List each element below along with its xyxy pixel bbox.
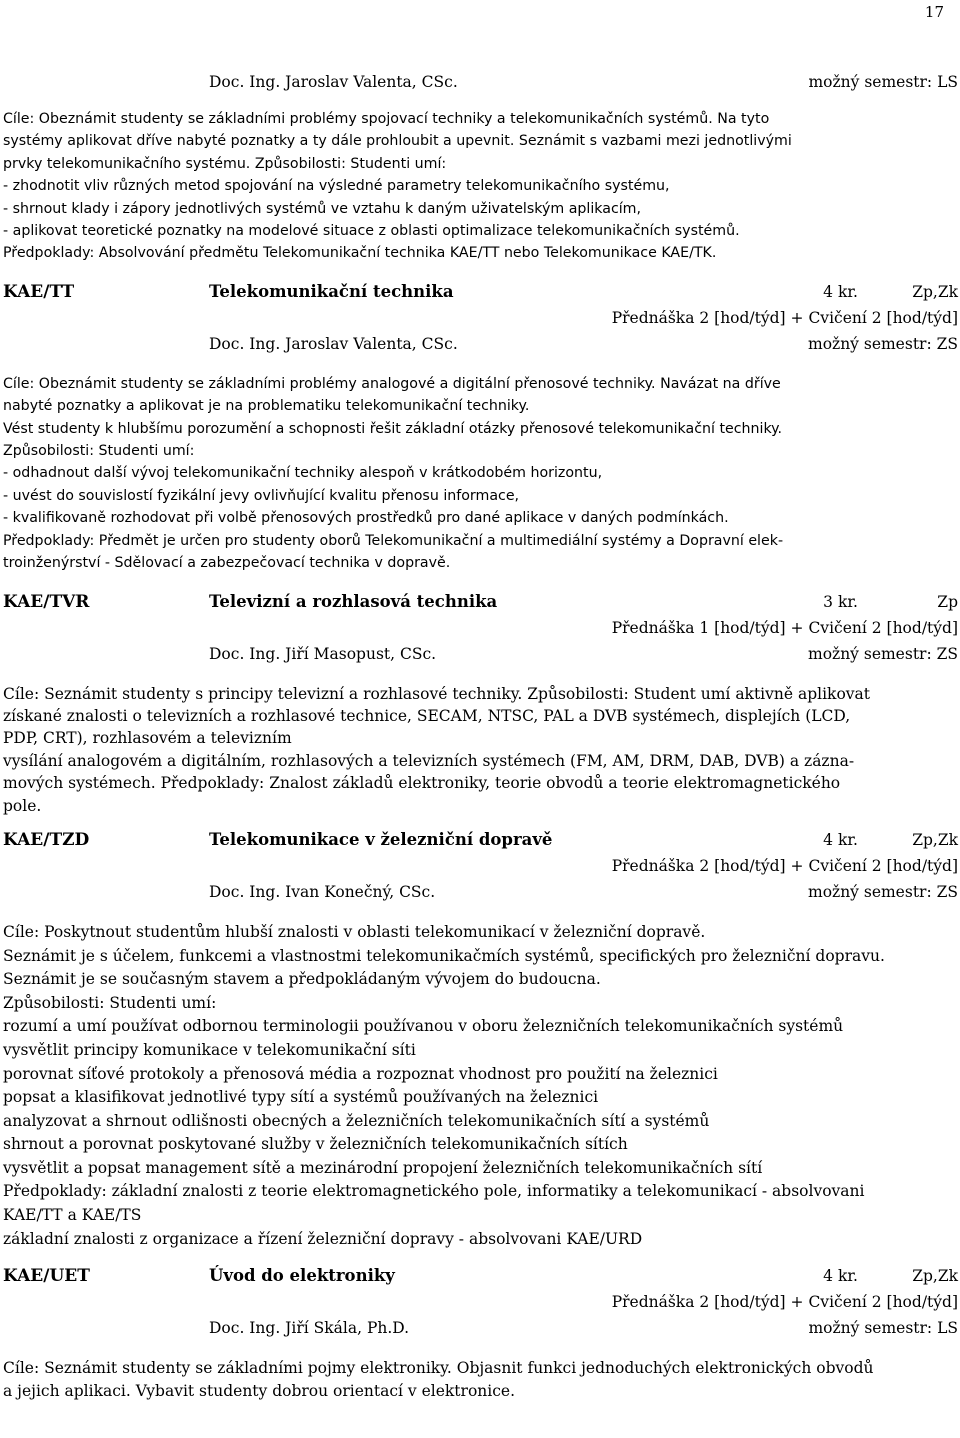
course-header <box>3 1263 958 1341</box>
description-line: vysílání analogovém a digitálním, rozhlasových a televizních systémech (FM, AM, DRM, DAB, DVB) a zázna- <box>3 751 855 770</box>
description-line: Cíle: Obeznámit studenty se základními problémy analogové a digitální přenosové techniky. Navázat na dříve <box>3 375 781 392</box>
course-name: Telekomunikační technika <box>209 281 454 301</box>
course-credits: 4 kr. <box>823 282 858 301</box>
description-line: a jejich aplikaci. Vybavit studenty dobrou orientací v elektronice. <box>3 1381 515 1400</box>
description-line: systémy aplikovat dříve nabyté poznatky a ty dále prohloubit a upevnit. Seznámit s vazbami mezi jednotlivými <box>3 133 792 150</box>
course-completion: Zp,Zk <box>912 282 958 301</box>
course-semester: možný semestr: LS <box>808 1319 958 1338</box>
description-line: Cíle: Seznámit studenty s principy televizní a rozhlasové techniky. Způsobilosti: Student umí aktivně aplikovat <box>3 684 871 703</box>
course-name: Telekomunikace v železniční dopravě <box>209 829 553 849</box>
course-header <box>3 589 958 667</box>
description-line: troinženýrství - Sdělovací a zabezpečovací technika v dopravě. <box>3 555 451 572</box>
course-code: KAE/TZD <box>3 829 90 850</box>
course-block <box>3 589 958 817</box>
description-line: Vést studenty k hlubšímu porozumění a schopnosti řešit základní otázky přenosové telekomunikační techniky. <box>3 420 783 437</box>
description-line: vysvětlit a popsat management sítě a mezinárodní propojení železničních telekomunikačních sítí <box>3 1158 763 1177</box>
course-continuation <box>3 68 958 265</box>
course-title-row <box>3 279 958 305</box>
course-credits: 4 kr. <box>823 1267 858 1286</box>
description-line: základní znalosti z organizace a řízení železniční dopravy - absolvovani KAE/URD <box>3 1229 643 1248</box>
course-block <box>3 827 958 1251</box>
description-line: porovnat síťové protokoly a přenosová média a rozpoznat vhodnost pro použití na železnici <box>3 1064 718 1083</box>
course-description <box>3 373 958 575</box>
course-completion: Zp <box>937 592 958 611</box>
course-semester: možný semestr: ZS <box>808 334 958 353</box>
description-line: popsat a klasifikovat jednotlivé typy sítí a systémů používaných na železnici <box>3 1088 599 1107</box>
course-hours: Přednáška 2 [hod/týd] + Cvičení 2 [hod/týd] <box>611 1293 958 1312</box>
description-line: pole. <box>3 796 42 815</box>
page-content <box>3 68 958 1402</box>
course-semester: možný semestr: ZS <box>808 882 958 901</box>
description-line: Způsobilosti: Studenti umí: <box>3 443 195 460</box>
description-line: Cíle: Obeznámit studenty se základními problémy spojovací techniky a telekomunikačních systémů. Na tyto <box>3 111 770 127</box>
description-line: Předpoklady: Předmět je určen pro studenty oborů Telekomunikační a multimediální systémy a Dopravní elek- <box>3 532 784 549</box>
page-number: 17 <box>924 3 944 21</box>
course-completion: Zp,Zk <box>912 1267 958 1286</box>
course-teacher: Doc. Ing. Jiří Skála, Ph.D. <box>209 1319 410 1338</box>
course-hours-row <box>3 615 958 641</box>
description-line: shrnout a porovnat poskytované služby v železničních telekomunikačních sítích <box>3 1135 628 1154</box>
course-teacher-row <box>3 879 958 905</box>
course-code: KAE/UET <box>3 1266 90 1287</box>
description-line: rozumí a umí používat odbornou terminologii používanou v oboru železničních telekomunikačních systémů <box>3 1017 844 1036</box>
description-line: vysvětlit principy komunikace v telekomunikační síti <box>3 1040 416 1059</box>
description-line: KAE/TT a KAE/TS <box>3 1206 142 1225</box>
description-line: mových systémech. Předpoklady: Znalost základů elektroniky, teorie obvodů a teorie elektromagnetického <box>3 774 841 793</box>
course-hours: Přednáška 1 [hod/týd] + Cvičení 2 [hod/týd] <box>611 618 958 637</box>
course-teacher: Doc. Ing. Ivan Konečný, CSc. <box>209 882 436 901</box>
description-line: - aplikovat teoretické poznatky na modelové situace z oblasti optimalizace telekomunikačních systémů. <box>3 223 740 240</box>
description-line: PDP, CRT), rozhlasovém a televizním <box>3 729 292 748</box>
description-line: - kvalifikovaně rozhodovat při volbě přenosových prostředků pro dané aplikace v daných podmínkách. <box>3 510 729 527</box>
course-semester: možný semestr: LS <box>808 73 958 91</box>
course-hours: Přednáška 2 [hod/týd] + Cvičení 2 [hod/týd] <box>611 308 958 327</box>
course-teacher: Doc. Ing. Jiří Masopust, CSc. <box>209 644 437 663</box>
course-hours-row <box>3 853 958 879</box>
course-block <box>3 279 958 575</box>
course-title-row <box>3 827 958 853</box>
course-name: Úvod do elektroniky <box>209 1266 395 1286</box>
description-line: - uvést do souvislostí fyzikální jevy ovlivňující kvalitu přenosu informace, <box>3 487 520 504</box>
course-teacher: Doc. Ing. Jaroslav Valenta, CSc. <box>209 73 458 91</box>
course-name: Televizní a rozhlasová technika <box>209 591 498 611</box>
course-description <box>3 1357 958 1402</box>
description-line: analyzovat a shrnout odlišnosti obecných a železničních telekomunikačních sítí a systémů <box>3 1111 710 1130</box>
course-title-row <box>3 1263 958 1289</box>
course-semester: možný semestr: ZS <box>808 644 958 663</box>
description-line: Způsobilosti: Studenti umí: <box>3 993 217 1012</box>
description-line: Seznámit je se současným stavem a předpokládaným vývojem do budoucna. <box>3 970 601 989</box>
description-line: Cíle: Seznámit studenty se základními pojmy elektroniky. Objasnit funkci jednoduchých elektronických obvodů <box>3 1359 874 1378</box>
description-line: získané znalosti o televizních a rozhlasové technice, SECAM, NTSC, PAL a DVB systémech, displejích (LCD, <box>3 706 851 725</box>
course-header <box>3 827 958 905</box>
course-block <box>3 1263 958 1402</box>
course-description <box>3 108 958 265</box>
course-description <box>3 921 958 1251</box>
course-hours: Přednáška 2 [hod/týd] + Cvičení 2 [hod/týd] <box>611 856 958 875</box>
course-teacher: Doc. Ing. Jaroslav Valenta, CSc. <box>209 334 458 353</box>
course-header <box>3 279 958 357</box>
description-line: Předpoklady: základní znalosti z teorie elektromagnetického pole, informatiky a telekomunikací - absolvovani <box>3 1182 865 1201</box>
course-hours-row <box>3 305 958 331</box>
description-line: - odhadnout další vývoj telekomunikační techniky alespoň v krátkodobém horizontu, <box>3 465 603 482</box>
course-teacher-row <box>3 68 958 96</box>
course-teacher-row <box>3 641 958 667</box>
course-teacher-row <box>3 1315 958 1341</box>
course-code: KAE/TVR <box>3 591 90 612</box>
course-title-row <box>3 589 958 615</box>
description-line: - zhodnotit vliv různých metod spojování na výsledné parametry telekomunikačního systému, <box>3 178 670 195</box>
course-completion: Zp,Zk <box>912 830 958 849</box>
course-description <box>3 683 958 817</box>
course-credits: 4 kr. <box>823 830 858 849</box>
description-line: - shrnout klady i zápory jednotlivých systémů ve vztahu k daným uživatelským aplikacím, <box>3 200 642 217</box>
course-teacher-row <box>3 331 958 357</box>
course-hours-row <box>3 1289 958 1315</box>
description-line: Cíle: Poskytnout studentům hlubší znalosti v oblasti telekomunikací v železniční dopravě. <box>3 922 706 941</box>
description-line: nabyté poznatky a aplikovat je na problematiku telekomunikační techniky. <box>3 398 530 415</box>
course-code: KAE/TT <box>3 281 75 302</box>
description-line: Seznámit je s účelem, funkcemi a vlastnostmi telekomunikačmích systémů, specifických pro železniční dopravu. <box>3 946 885 965</box>
course-credits: 3 kr. <box>823 592 858 611</box>
description-line: Předpoklady: Absolvování předmětu Telekomunikační technika KAE/TT nebo Telekomunikace KAE/TK. <box>3 245 717 262</box>
description-line: prvky telekomunikačního systému. Způsobilosti: Studenti umí: <box>3 155 447 172</box>
